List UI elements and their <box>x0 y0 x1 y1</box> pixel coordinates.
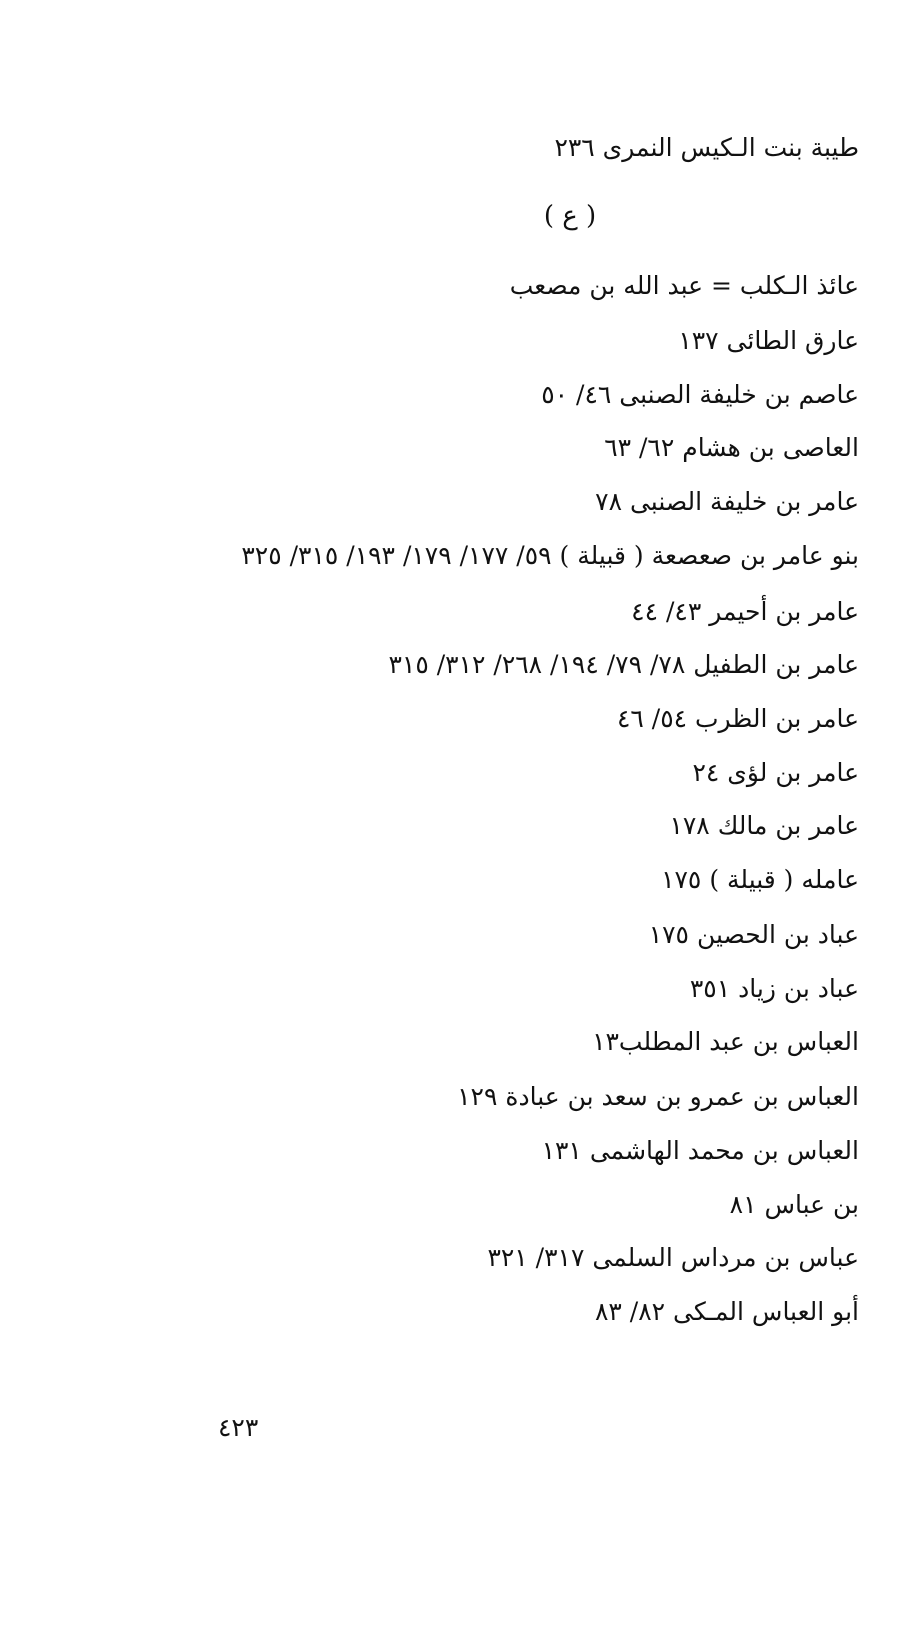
index-entry: أبو العباس المـكى ٨٢/ ٨٣ <box>594 1297 859 1326</box>
section-letter-heading: ( ع ) <box>543 201 597 231</box>
index-entry: عباد بن زياد ٣٥١ <box>689 974 859 1003</box>
index-entry: عامر بن الطفيل ٧٨/ ٧٩/ ١٩٤/ ٢٦٨/ ٣١٢/ ٣١٥ <box>388 650 859 679</box>
index-entry: عائذ الـكلب = عبد الله بن مصعب <box>509 271 859 300</box>
index-entry: العباس بن عمرو بن سعد بن عبادة ١٢٩ <box>457 1082 859 1111</box>
index-entry: عامله ( قبيلة ) ١٧٥ <box>661 865 859 894</box>
index-entry: العباس بن عبد المطلب١٣ <box>592 1027 859 1056</box>
index-entry: بن عباس ٨١ <box>729 1190 859 1219</box>
index-entry: عامر بن لؤى ٢٤ <box>692 758 859 787</box>
index-entry: عامر بن أحيمر ٤٣/ ٤٤ <box>631 597 859 626</box>
index-entry: طيبة بنت الـكيس النمرى ٢٣٦ <box>554 133 859 162</box>
index-entry: عباد بن الحصين ١٧٥ <box>648 920 859 949</box>
index-entry: بنو عامر بن صعصعة ( قبيلة ) ٥٩/ ١٧٧/ ١٧٩/ ١٩٣/ ٣١٥/ ٣٢٥ <box>241 541 859 570</box>
index-entry: العباس بن محمد الهاشمى ١٣١ <box>541 1136 859 1165</box>
index-entry: العاصى بن هشام ٦٢/ ٦٣ <box>604 433 859 462</box>
index-entry: عارق الطائى ١٣٧ <box>678 326 859 355</box>
page-number: ٤٢٣ <box>218 1413 259 1442</box>
index-entry: عاصم بن خليفة الصنبى ٤٦/ ٥٠ <box>541 380 859 409</box>
index-entry: عامر بن مالك ١٧٨ <box>669 811 859 840</box>
index-entry: عامر بن خليفة الصنبى ٧٨ <box>595 487 859 516</box>
index-entry: عباس بن مرداس السلمى ٣١٧/ ٣٢١ <box>487 1243 859 1272</box>
index-entry: عامر بن الظرب ٥٤/ ٤٦ <box>616 704 859 733</box>
